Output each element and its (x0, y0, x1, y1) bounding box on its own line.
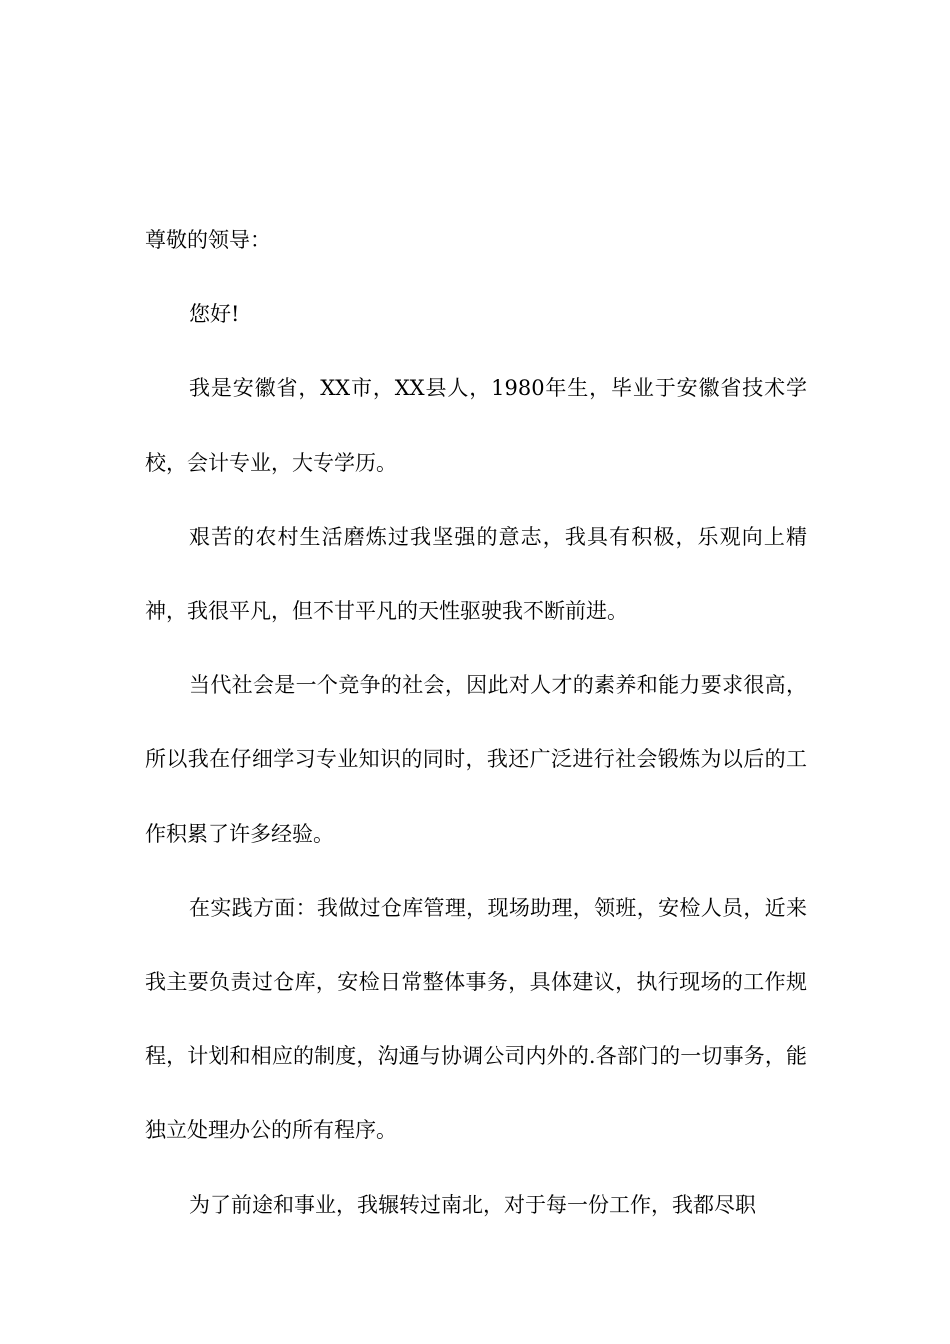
paragraph-character: 艰苦的农村生活磨炼过我坚强的意志，我具有积极，乐观向上精神，我很平凡，但不甘平凡的天性驱驶我不断前进。 (145, 524, 807, 624)
paragraph-society: 当代社会是一个竞争的社会，因此对人才的素养和能力要求很高，所以我在仔细学习专业知识的同时，我还广泛进行社会锻炼为以后的工作积累了许多经验。 (145, 673, 807, 846)
paragraph-practice: 在实践方面：我做过仓库管理，现场助理，领班，安检人员，近来我主要负责过仓库，安检日常整体事务，具体建议，执行现场的工作规程，计划和相应的制度，沟通与协调公司内外的.各部门的一切事务，能独立处理办公的所有程序。 (145, 895, 807, 1143)
greeting: 您好! (189, 302, 240, 327)
letter-body (145, 203, 807, 1242)
salutation: 尊敬的领导： (145, 228, 271, 252)
paragraph-career: 为了前途和事业，我辗转过南北，对于每一份工作，我都尽职 (189, 1192, 756, 1217)
paragraph-origin: 我是安徽省，XX市，XX县人，1980年生，毕业于安徽省技术学校，会计专业，大专学历。 (145, 376, 807, 475)
